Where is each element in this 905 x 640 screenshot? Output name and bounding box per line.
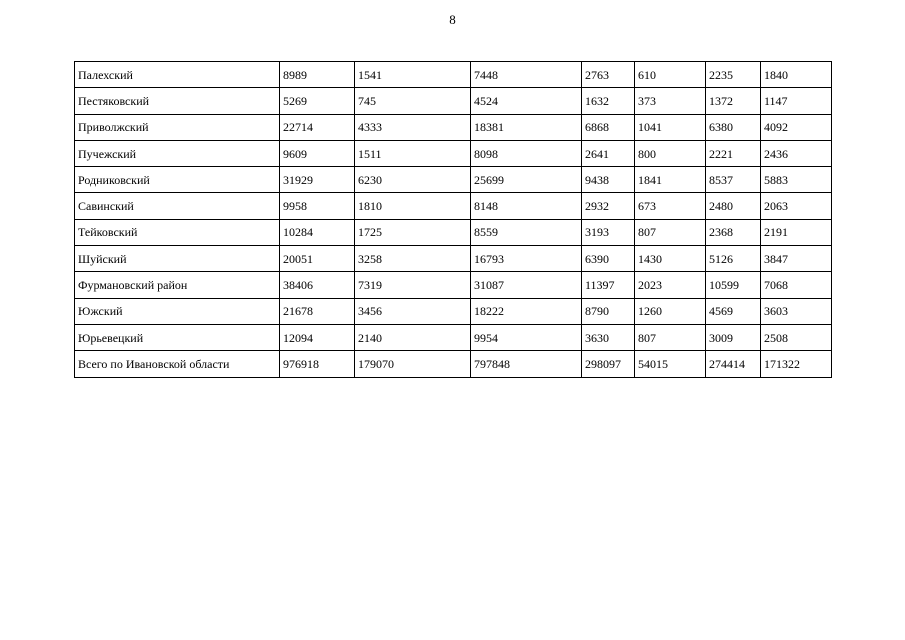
value-cell: 2508 bbox=[761, 324, 832, 350]
value-cell: 31087 bbox=[471, 272, 582, 298]
value-cell: 9954 bbox=[471, 324, 582, 350]
value-cell: 16793 bbox=[471, 246, 582, 272]
value-cell: 31929 bbox=[280, 167, 355, 193]
value-cell: 38406 bbox=[280, 272, 355, 298]
value-cell: 3009 bbox=[706, 324, 761, 350]
region-name-cell: Южский bbox=[75, 298, 280, 324]
value-cell: 8559 bbox=[471, 219, 582, 245]
region-name-cell: Палехский bbox=[75, 62, 280, 88]
table-row bbox=[75, 193, 832, 219]
value-cell: 298097 bbox=[582, 351, 635, 377]
value-cell: 610 bbox=[635, 62, 706, 88]
value-cell: 5269 bbox=[280, 88, 355, 114]
statistics-table bbox=[74, 61, 832, 378]
value-cell: 8098 bbox=[471, 140, 582, 166]
value-cell: 4524 bbox=[471, 88, 582, 114]
value-cell: 4333 bbox=[355, 114, 471, 140]
value-cell: 8537 bbox=[706, 167, 761, 193]
page-number: 8 bbox=[449, 12, 456, 27]
value-cell: 7068 bbox=[761, 272, 832, 298]
value-cell: 11397 bbox=[582, 272, 635, 298]
region-name-cell: Приволжский bbox=[75, 114, 280, 140]
value-cell: 2641 bbox=[582, 140, 635, 166]
value-cell: 6230 bbox=[355, 167, 471, 193]
table-row bbox=[75, 324, 832, 350]
value-cell: 3456 bbox=[355, 298, 471, 324]
value-cell: 2932 bbox=[582, 193, 635, 219]
value-cell: 3258 bbox=[355, 246, 471, 272]
value-cell: 807 bbox=[635, 324, 706, 350]
value-cell: 4092 bbox=[761, 114, 832, 140]
value-cell: 20051 bbox=[280, 246, 355, 272]
value-cell: 3603 bbox=[761, 298, 832, 324]
value-cell: 10284 bbox=[280, 219, 355, 245]
region-name-cell: Всего по Ивановской области bbox=[75, 351, 280, 377]
value-cell: 1147 bbox=[761, 88, 832, 114]
value-cell: 1632 bbox=[582, 88, 635, 114]
value-cell: 1810 bbox=[355, 193, 471, 219]
value-cell: 274414 bbox=[706, 351, 761, 377]
region-name-cell: Пестяковский bbox=[75, 88, 280, 114]
value-cell: 1511 bbox=[355, 140, 471, 166]
value-cell: 5126 bbox=[706, 246, 761, 272]
value-cell: 18381 bbox=[471, 114, 582, 140]
value-cell: 1372 bbox=[706, 88, 761, 114]
value-cell: 54015 bbox=[635, 351, 706, 377]
value-cell: 2221 bbox=[706, 140, 761, 166]
region-name-cell: Тейковский bbox=[75, 219, 280, 245]
value-cell: 1041 bbox=[635, 114, 706, 140]
value-cell: 3630 bbox=[582, 324, 635, 350]
value-cell: 673 bbox=[635, 193, 706, 219]
value-cell: 7319 bbox=[355, 272, 471, 298]
value-cell: 2480 bbox=[706, 193, 761, 219]
value-cell: 1725 bbox=[355, 219, 471, 245]
table-row bbox=[75, 246, 832, 272]
value-cell: 9958 bbox=[280, 193, 355, 219]
value-cell: 1430 bbox=[635, 246, 706, 272]
value-cell: 2763 bbox=[582, 62, 635, 88]
value-cell: 9609 bbox=[280, 140, 355, 166]
value-cell: 6380 bbox=[706, 114, 761, 140]
region-name-cell: Шуйский bbox=[75, 246, 280, 272]
value-cell: 18222 bbox=[471, 298, 582, 324]
value-cell: 745 bbox=[355, 88, 471, 114]
table-row bbox=[75, 298, 832, 324]
value-cell: 2063 bbox=[761, 193, 832, 219]
value-cell: 2235 bbox=[706, 62, 761, 88]
table-total-row bbox=[75, 351, 832, 377]
value-cell: 1260 bbox=[635, 298, 706, 324]
value-cell: 9438 bbox=[582, 167, 635, 193]
value-cell: 807 bbox=[635, 219, 706, 245]
value-cell: 8790 bbox=[582, 298, 635, 324]
table-row bbox=[75, 272, 832, 298]
value-cell: 4569 bbox=[706, 298, 761, 324]
value-cell: 2023 bbox=[635, 272, 706, 298]
table-row bbox=[75, 167, 832, 193]
table-row bbox=[75, 140, 832, 166]
value-cell: 6390 bbox=[582, 246, 635, 272]
value-cell: 21678 bbox=[280, 298, 355, 324]
region-name-cell: Фурмановский район bbox=[75, 272, 280, 298]
value-cell: 5883 bbox=[761, 167, 832, 193]
value-cell: 6868 bbox=[582, 114, 635, 140]
value-cell: 800 bbox=[635, 140, 706, 166]
value-cell: 373 bbox=[635, 88, 706, 114]
value-cell: 7448 bbox=[471, 62, 582, 88]
value-cell: 3193 bbox=[582, 219, 635, 245]
region-name-cell: Юрьевецкий bbox=[75, 324, 280, 350]
value-cell: 22714 bbox=[280, 114, 355, 140]
value-cell: 2436 bbox=[761, 140, 832, 166]
table-row bbox=[75, 62, 832, 88]
value-cell: 2368 bbox=[706, 219, 761, 245]
value-cell: 976918 bbox=[280, 351, 355, 377]
region-name-cell: Савинский bbox=[75, 193, 280, 219]
value-cell: 1541 bbox=[355, 62, 471, 88]
table-row bbox=[75, 88, 832, 114]
value-cell: 1841 bbox=[635, 167, 706, 193]
region-name-cell: Родниковский bbox=[75, 167, 280, 193]
value-cell: 1840 bbox=[761, 62, 832, 88]
value-cell: 3847 bbox=[761, 246, 832, 272]
table-row bbox=[75, 219, 832, 245]
value-cell: 171322 bbox=[761, 351, 832, 377]
value-cell: 2191 bbox=[761, 219, 832, 245]
value-cell: 25699 bbox=[471, 167, 582, 193]
region-name-cell: Пучежский bbox=[75, 140, 280, 166]
value-cell: 12094 bbox=[280, 324, 355, 350]
value-cell: 797848 bbox=[471, 351, 582, 377]
value-cell: 8989 bbox=[280, 62, 355, 88]
value-cell: 2140 bbox=[355, 324, 471, 350]
value-cell: 8148 bbox=[471, 193, 582, 219]
table-body bbox=[75, 62, 832, 378]
value-cell: 179070 bbox=[355, 351, 471, 377]
value-cell: 10599 bbox=[706, 272, 761, 298]
table-row bbox=[75, 114, 832, 140]
